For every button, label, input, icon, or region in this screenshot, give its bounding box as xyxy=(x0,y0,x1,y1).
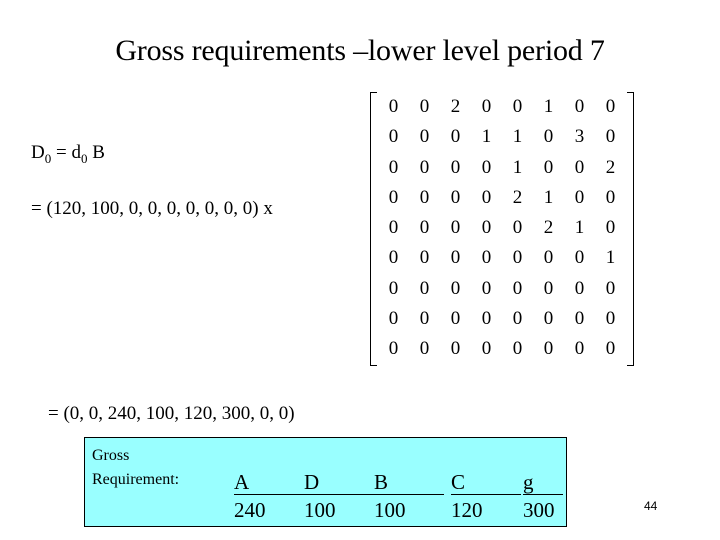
matrix-cell: 0 xyxy=(543,156,554,178)
matrix-cell: 0 xyxy=(419,96,430,117)
matrix-cell: 0 xyxy=(543,277,554,299)
matrix-cell: 0 xyxy=(574,247,585,269)
matrix-cell: 0 xyxy=(512,96,523,117)
matrix-cell: 0 xyxy=(388,186,399,208)
gross-item-code: B xyxy=(374,470,444,495)
matrix-cell: 0 xyxy=(481,277,492,299)
matrix-cell: 0 xyxy=(388,156,399,178)
eq-d-lower-subscript: 0 xyxy=(80,150,88,166)
gross-label-line2: Requirement: xyxy=(92,471,180,488)
matrix-cell: 0 xyxy=(388,217,399,239)
page-number: 44 xyxy=(644,499,658,513)
matrix-cell: 0 xyxy=(481,96,492,117)
matrix-cell: 0 xyxy=(450,277,461,299)
matrix-cell: 0 xyxy=(450,156,461,178)
matrix-cell: 0 xyxy=(419,156,430,178)
matrix-cell: 0 xyxy=(512,277,523,299)
matrix-cell: 0 xyxy=(388,277,399,299)
gross-item xyxy=(451,470,521,525)
matrix-cell: 0 xyxy=(605,217,616,239)
matrix-cell: 0 xyxy=(419,186,430,208)
matrix-cell: 0 xyxy=(481,338,492,360)
matrix-cell: 0 xyxy=(574,156,585,178)
matrix-cell: 0 xyxy=(419,338,430,360)
matrix-cell: 0 xyxy=(419,308,430,330)
matrix-cell: 0 xyxy=(388,247,399,269)
matrix-cell: 1 xyxy=(512,156,523,178)
gross-item-code: A xyxy=(234,470,304,495)
eq-d: D xyxy=(31,142,45,163)
gross-item xyxy=(523,470,563,525)
matrix-cell: 2 xyxy=(543,217,554,239)
equation-result: = (0, 0, 240, 100, 120, 300, 0, 0) xyxy=(48,403,295,424)
gross-item-code: D xyxy=(304,470,374,495)
gross-item-code: g xyxy=(523,470,563,495)
matrix-cell: 0 xyxy=(388,96,399,117)
matrix-cell: 0 xyxy=(605,338,616,360)
matrix-cell: 0 xyxy=(419,277,430,299)
matrix-cell: 0 xyxy=(574,186,585,208)
matrix-cell: 0 xyxy=(450,308,461,330)
gross-item xyxy=(234,470,304,525)
matrix-cell: 0 xyxy=(543,308,554,330)
gross-item-qty: 120 xyxy=(451,498,483,522)
gross-item-code: C xyxy=(451,470,521,495)
matrix-cell: 0 xyxy=(419,247,430,269)
matrix-cell: 0 xyxy=(574,277,585,299)
matrix-cell: 1 xyxy=(543,186,554,208)
matrix-cell: 1 xyxy=(512,126,523,148)
matrix-cell: 0 xyxy=(388,126,399,148)
matrix-cell: 3 xyxy=(574,126,585,148)
matrix-cell: 0 xyxy=(512,308,523,330)
matrix-cell: 0 xyxy=(574,96,585,117)
matrix-cell: 1 xyxy=(574,217,585,239)
matrix-cell: 0 xyxy=(574,308,585,330)
gross-item xyxy=(304,470,374,525)
eq-d-subscript: 0 xyxy=(44,150,52,166)
matrix-cell: 0 xyxy=(450,126,461,148)
matrix-left-bracket xyxy=(370,92,377,366)
matrix-cell: 0 xyxy=(512,338,523,360)
matrix-cell: 0 xyxy=(512,247,523,269)
matrix-cell: 0 xyxy=(574,338,585,360)
matrix-cell: 0 xyxy=(388,338,399,360)
matrix-cell: 0 xyxy=(543,247,554,269)
gross-item-qty: 100 xyxy=(374,498,406,522)
matrix-grid xyxy=(378,92,626,365)
slide-title: Gross requirements –lower level period 7 xyxy=(115,34,605,67)
matrix-cell: 0 xyxy=(605,126,616,148)
matrix-cell: 0 xyxy=(605,186,616,208)
matrix-cell: 2 xyxy=(512,186,523,208)
matrix-cell: 0 xyxy=(605,277,616,299)
gross-requirement-label xyxy=(92,444,179,492)
matrix-cell: 0 xyxy=(543,338,554,360)
bom-matrix xyxy=(370,92,634,366)
gross-label-line1: Gross xyxy=(92,447,130,464)
matrix-right-bracket xyxy=(627,92,634,366)
matrix-cell: 0 xyxy=(419,217,430,239)
matrix-cell: 1 xyxy=(605,247,616,269)
matrix-cell: 0 xyxy=(481,247,492,269)
matrix-cell: 1 xyxy=(543,96,554,117)
gross-item xyxy=(374,470,444,525)
matrix-cell: 0 xyxy=(543,126,554,148)
matrix-cell: 0 xyxy=(450,217,461,239)
matrix-cell: 0 xyxy=(481,156,492,178)
matrix-cell: 0 xyxy=(605,308,616,330)
matrix-cell: 0 xyxy=(450,338,461,360)
matrix-cell: 1 xyxy=(481,126,492,148)
matrix-cell: 2 xyxy=(450,96,461,117)
gross-item-qty: 240 xyxy=(234,498,266,522)
gross-item-qty: 100 xyxy=(304,498,336,522)
matrix-cell: 2 xyxy=(605,156,616,178)
eq-equals-d: = d xyxy=(51,142,81,163)
matrix-cell: 0 xyxy=(450,247,461,269)
equation-vector: = (120, 100, 0, 0, 0, 0, 0, 0, 0) x xyxy=(31,198,273,219)
matrix-cell: 0 xyxy=(512,217,523,239)
gross-requirement-box xyxy=(84,437,567,527)
equation-demand xyxy=(31,142,105,167)
matrix-cell: 0 xyxy=(481,308,492,330)
matrix-cell: 0 xyxy=(605,96,616,117)
matrix-cell: 0 xyxy=(388,308,399,330)
matrix-cell: 0 xyxy=(481,186,492,208)
matrix-cell: 0 xyxy=(419,126,430,148)
gross-item-qty: 300 xyxy=(523,498,555,522)
matrix-cell: 0 xyxy=(450,186,461,208)
matrix-cell: 0 xyxy=(481,217,492,239)
eq-b: B xyxy=(87,142,105,163)
